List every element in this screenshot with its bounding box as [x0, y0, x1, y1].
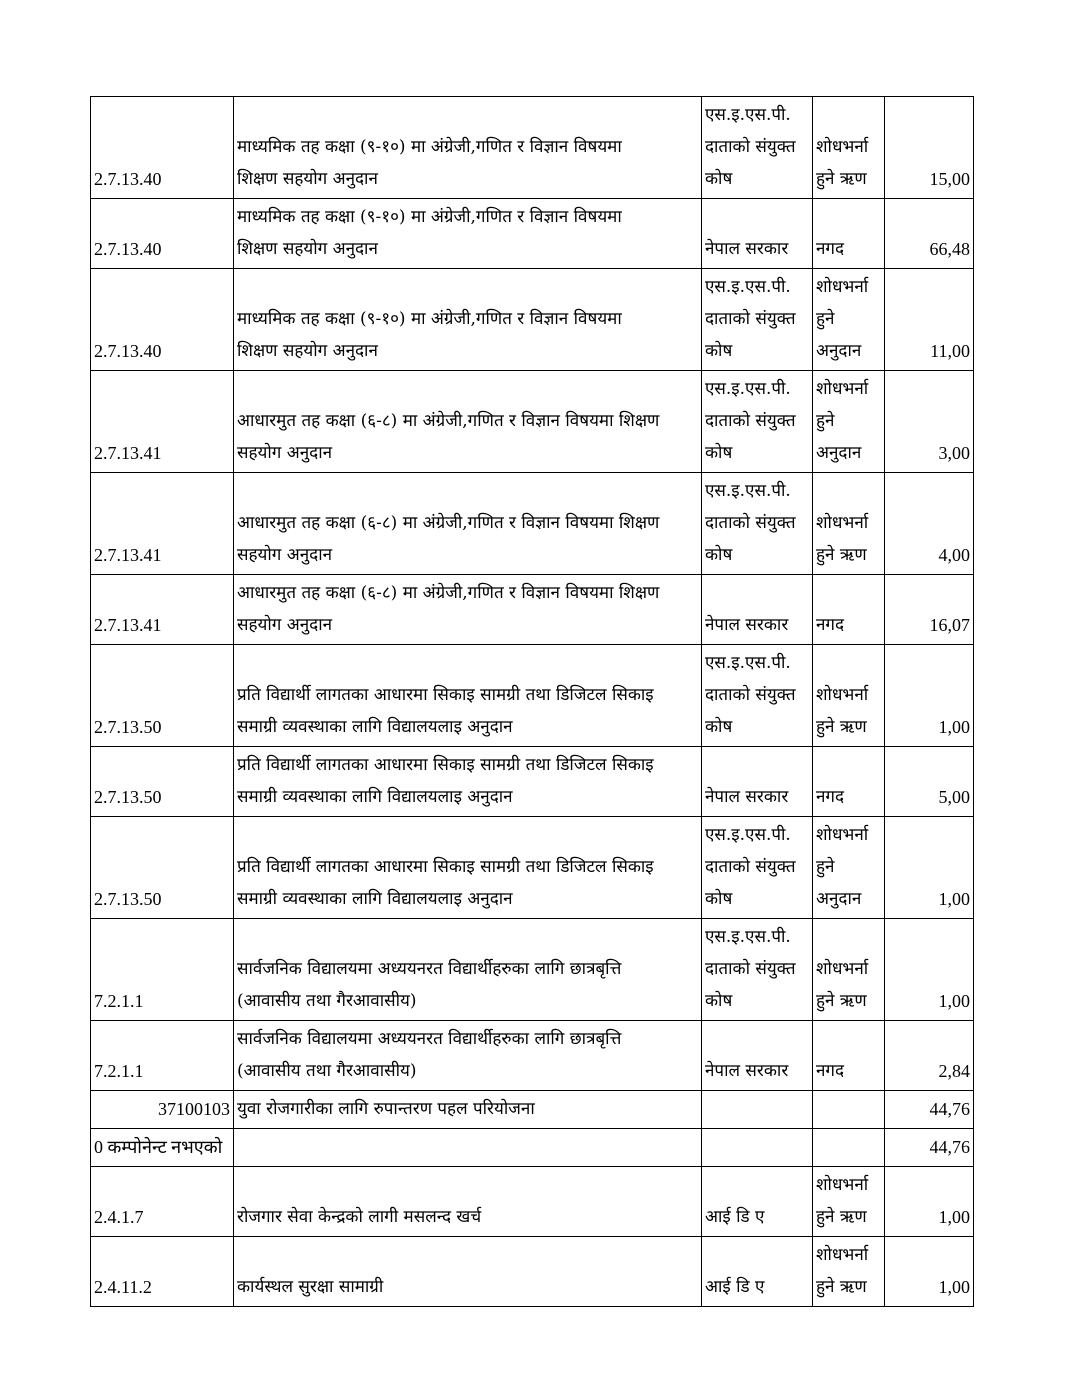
table-row — [91, 747, 974, 817]
description-cell-text: आधारमुत तह कक्षा (६-८) मा अंग्रेजी,गणित र विज्ञान विषयमा शिक्षण सहयोग अनुदान — [237, 411, 660, 463]
amount-cell-text: 1,00 — [938, 717, 970, 737]
activity-code-cell-text: 2.7.13.50 — [94, 889, 162, 909]
amount-cell — [885, 1237, 974, 1307]
description-cell-text: माध्यमिक तह कक्षा (९-१०) मा अंग्रेजी,गणित र विज्ञान विषयमा शिक्षण सहयोग अनुदान — [237, 309, 622, 361]
table-row — [91, 97, 974, 199]
payment-type-cell — [813, 1167, 885, 1237]
funding-source-cell — [702, 269, 813, 371]
activity-code-cell — [91, 1129, 234, 1167]
payment-type-cell — [813, 919, 885, 1021]
funding-source-cell — [702, 371, 813, 473]
description-cell — [234, 1021, 702, 1091]
description-cell — [234, 371, 702, 473]
payment-type-cell-text: शोधभर्ना हुने ऋण — [816, 959, 869, 1011]
table-row — [91, 645, 974, 747]
activity-code-cell-text: 2.4.1.7 — [94, 1207, 144, 1227]
table-row — [91, 1021, 974, 1091]
description-cell — [234, 919, 702, 1021]
amount-cell-text: 15,00 — [929, 169, 970, 189]
description-cell — [234, 1129, 702, 1167]
activity-code-cell-text: 7.2.1.1 — [94, 991, 144, 1011]
description-cell-text: प्रति विद्यार्थी लागतका आधारमा सिकाइ सामग्री तथा डिजिटल सिकाइ समाग्री व्यवस्थाका लागि विद्यालयलाइ अनुदान — [237, 857, 654, 909]
activity-code-cell — [91, 473, 234, 575]
payment-type-cell-text: शोधभर्ना हुने ऋण — [816, 137, 869, 189]
description-cell-text: प्रति विद्यार्थी लागतका आधारमा सिकाइ सामग्री तथा डिजिटल सिकाइ समाग्री व्यवस्थाका लागि विद्यालयलाइ अनुदान — [237, 685, 654, 737]
activity-code-cell — [91, 371, 234, 473]
payment-type-cell-text: नगद — [816, 1061, 845, 1081]
activity-code-cell-text: 2.7.13.50 — [94, 787, 162, 807]
table-row — [91, 817, 974, 919]
description-cell — [234, 269, 702, 371]
description-cell-text: सार्वजनिक विद्यालयमा अध्ययनरत विद्यार्थीहरुका लागि छात्रबृत्ति (आवासीय तथा गैरआवासीय) — [237, 1029, 622, 1081]
amount-cell — [885, 371, 974, 473]
description-cell-text: माध्यमिक तह कक्षा (९-१०) मा अंग्रेजी,गणित र विज्ञान विषयमा शिक्षण सहयोग अनुदान — [237, 137, 622, 189]
amount-cell — [885, 1021, 974, 1091]
payment-type-cell — [813, 645, 885, 747]
activity-code-cell-text: 0 कम्पोनेन्ट नभएको — [94, 1137, 223, 1157]
payment-type-cell — [813, 269, 885, 371]
description-cell-text: आधारमुत तह कक्षा (६-८) मा अंग्रेजी,गणित र विज्ञान विषयमा शिक्षण सहयोग अनुदान — [237, 583, 660, 635]
payment-type-cell-text: शोधभर्ना हुने ऋण — [816, 685, 869, 737]
payment-type-cell-text: शोधभर्ना हुने अनुदान — [816, 277, 869, 361]
funding-source-cell — [702, 1167, 813, 1237]
amount-cell — [885, 817, 974, 919]
payment-type-cell-text: नगद — [816, 787, 845, 807]
payment-type-cell-text: शोधभर्ना हुने अनुदान — [816, 379, 869, 463]
amount-cell — [885, 97, 974, 199]
funding-source-cell-text: नेपाल सरकार — [705, 239, 789, 259]
activity-code-cell — [91, 1237, 234, 1307]
payment-type-cell — [813, 1091, 885, 1129]
activity-code-cell-text: 2.7.13.40 — [94, 341, 162, 361]
funding-source-cell — [702, 919, 813, 1021]
table-row — [91, 1237, 974, 1307]
payment-type-cell — [813, 1021, 885, 1091]
amount-cell-text: 5,00 — [938, 787, 970, 807]
funding-source-cell — [702, 817, 813, 919]
table-row — [91, 1091, 974, 1129]
amount-cell-text: 44,76 — [929, 1099, 970, 1119]
table-row — [91, 371, 974, 473]
funding-source-cell-text: नेपाल सरकार — [705, 1061, 789, 1081]
funding-source-cell-text: एस.इ.एस.पी. दाताको संयुक्त कोष — [705, 379, 796, 463]
funding-source-cell-text: एस.इ.एस.पी. दाताको संयुक्त कोष — [705, 105, 796, 189]
amount-cell-text: 1,00 — [938, 991, 970, 1011]
amount-cell-text: 1,00 — [938, 889, 970, 909]
payment-type-cell-text: नगद — [816, 615, 845, 635]
activity-code-cell-text: 7.2.1.1 — [94, 1061, 144, 1081]
funding-source-cell-text: नेपाल सरकार — [705, 615, 789, 635]
description-cell — [234, 575, 702, 645]
funding-source-cell — [702, 1091, 813, 1129]
amount-cell-text: 16,07 — [929, 615, 970, 635]
amount-cell — [885, 1091, 974, 1129]
payment-type-cell — [813, 747, 885, 817]
funding-source-cell-text: एस.इ.एस.पी. दाताको संयुक्त कोष — [705, 481, 796, 565]
budget-table — [90, 96, 974, 1307]
funding-source-cell-text: नेपाल सरकार — [705, 787, 789, 807]
description-cell-text: आधारमुत तह कक्षा (६-८) मा अंग्रेजी,गणित र विज्ञान विषयमा शिक्षण सहयोग अनुदान — [237, 513, 660, 565]
description-cell — [234, 747, 702, 817]
payment-type-cell-text: शोधभर्ना हुने अनुदान — [816, 825, 869, 909]
funding-source-cell — [702, 747, 813, 817]
amount-cell-text: 1,00 — [938, 1207, 970, 1227]
activity-code-cell — [91, 1167, 234, 1237]
payment-type-cell — [813, 97, 885, 199]
payment-type-cell — [813, 1129, 885, 1167]
table-row — [91, 919, 974, 1021]
description-cell — [234, 473, 702, 575]
activity-code-cell-text: 2.7.13.40 — [94, 239, 162, 259]
description-cell — [234, 1091, 702, 1129]
budget-table-page — [90, 96, 974, 1307]
table-row — [91, 269, 974, 371]
activity-code-cell — [91, 817, 234, 919]
description-cell — [234, 97, 702, 199]
funding-source-cell — [702, 1021, 813, 1091]
payment-type-cell — [813, 575, 885, 645]
activity-code-cell-text: 2.7.13.40 — [94, 169, 162, 189]
activity-code-cell — [91, 747, 234, 817]
description-cell-text: माध्यमिक तह कक्षा (९-१०) मा अंग्रेजी,गणित र विज्ञान विषयमा शिक्षण सहयोग अनुदान — [237, 207, 622, 259]
activity-code-cell-text: 2.7.13.50 — [94, 717, 162, 737]
payment-type-cell — [813, 371, 885, 473]
description-cell-text: प्रति विद्यार्थी लागतका आधारमा सिकाइ सामग्री तथा डिजिटल सिकाइ समाग्री व्यवस्थाका लागि विद्यालयलाइ अनुदान — [237, 755, 654, 807]
description-cell-text: रोजगार सेवा केन्द्रको लागी मसलन्द खर्च — [237, 1207, 482, 1227]
amount-cell-text: 4,00 — [938, 545, 970, 565]
funding-source-cell — [702, 1237, 813, 1307]
activity-code-cell — [91, 575, 234, 645]
amount-cell — [885, 575, 974, 645]
funding-source-cell — [702, 645, 813, 747]
description-cell-text: सार्वजनिक विद्यालयमा अध्ययनरत विद्यार्थीहरुका लागि छात्रबृत्ति (आवासीय तथा गैरआवासीय) — [237, 959, 622, 1011]
amount-cell-text: 44,76 — [929, 1137, 970, 1157]
description-cell — [234, 645, 702, 747]
description-cell — [234, 199, 702, 269]
activity-code-cell-text: 2.7.13.41 — [94, 545, 162, 565]
payment-type-cell — [813, 1237, 885, 1307]
table-row — [91, 575, 974, 645]
funding-source-cell-text: एस.इ.एस.पी. दाताको संयुक्त कोष — [705, 653, 796, 737]
table-row — [91, 199, 974, 269]
amount-cell-text: 1,00 — [938, 1277, 970, 1297]
payment-type-cell-text: शोधभर्ना हुने ऋण — [816, 1245, 869, 1297]
funding-source-cell — [702, 473, 813, 575]
budget-table-body — [91, 97, 974, 1307]
amount-cell — [885, 1167, 974, 1237]
amount-cell — [885, 473, 974, 575]
payment-type-cell — [813, 199, 885, 269]
payment-type-cell — [813, 817, 885, 919]
funding-source-cell — [702, 199, 813, 269]
funding-source-cell-text: एस.इ.एस.पी. दाताको संयुक्त कोष — [705, 277, 796, 361]
amount-cell-text: 2,84 — [938, 1061, 970, 1081]
funding-source-cell — [702, 575, 813, 645]
payment-type-cell-text: शोधभर्ना हुने ऋण — [816, 1175, 869, 1227]
payment-type-cell — [813, 473, 885, 575]
payment-type-cell-text: नगद — [816, 239, 845, 259]
activity-code-cell — [91, 1091, 234, 1129]
activity-code-cell — [91, 919, 234, 1021]
activity-code-cell — [91, 199, 234, 269]
table-row — [91, 473, 974, 575]
funding-source-cell-text: आई डि ए — [705, 1207, 765, 1227]
amount-cell — [885, 645, 974, 747]
activity-code-cell — [91, 269, 234, 371]
amount-cell-text: 11,00 — [930, 341, 970, 361]
table-row — [91, 1129, 974, 1167]
amount-cell — [885, 747, 974, 817]
activity-code-cell-text: 37100103 — [158, 1099, 230, 1119]
activity-code-cell — [91, 645, 234, 747]
activity-code-cell — [91, 97, 234, 199]
amount-cell — [885, 1129, 974, 1167]
description-cell — [234, 817, 702, 919]
description-cell — [234, 1167, 702, 1237]
activity-code-cell-text: 2.7.13.41 — [94, 443, 162, 463]
amount-cell — [885, 199, 974, 269]
amount-cell-text: 3,00 — [938, 443, 970, 463]
activity-code-cell — [91, 1021, 234, 1091]
table-row — [91, 1167, 974, 1237]
amount-cell-text: 66,48 — [929, 239, 970, 259]
funding-source-cell-text: एस.इ.एस.पी. दाताको संयुक्त कोष — [705, 825, 796, 909]
description-cell — [234, 1237, 702, 1307]
funding-source-cell-text: आई डि ए — [705, 1277, 765, 1297]
description-cell-text: युवा रोजगारीका लागि रुपान्तरण पहल परियोजना — [237, 1099, 535, 1119]
funding-source-cell — [702, 1129, 813, 1167]
funding-source-cell — [702, 97, 813, 199]
amount-cell — [885, 269, 974, 371]
activity-code-cell-text: 2.7.13.41 — [94, 615, 162, 635]
payment-type-cell-text: शोधभर्ना हुने ऋण — [816, 513, 869, 565]
description-cell-text: कार्यस्थल सुरक्षा सामाग्री — [237, 1277, 384, 1297]
funding-source-cell-text: एस.इ.एस.पी. दाताको संयुक्त कोष — [705, 927, 796, 1011]
activity-code-cell-text: 2.4.11.2 — [94, 1277, 152, 1297]
amount-cell — [885, 919, 974, 1021]
